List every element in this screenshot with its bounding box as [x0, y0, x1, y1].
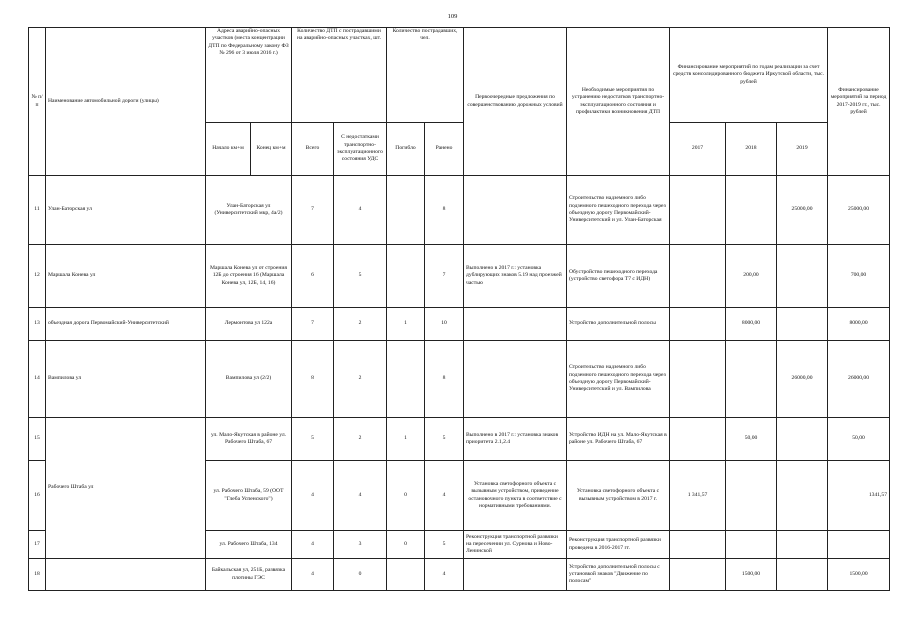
- cell-2017: [670, 559, 726, 591]
- cell-injured: 4: [425, 559, 464, 591]
- cell-measure: Устройство дополнительной полосы с установкой знаков "Движение по полосам": [567, 559, 670, 591]
- cell-2019: [777, 245, 828, 308]
- header-injured: Ранено: [425, 123, 464, 176]
- header-victims-group: Количество пострадавших, чел.: [387, 28, 464, 123]
- cell-sum: 26000,00: [828, 341, 890, 418]
- cell-num: 13: [29, 308, 46, 341]
- cell-address: ул. Мало-Якутская в районе ул. Рабочего Штаба, 67: [206, 418, 292, 461]
- cell-2018: [726, 176, 777, 245]
- cell-measure: Устройство ИДН на ул. Мало-Якутская в районе ул. Рабочего Штаба, 67: [567, 418, 670, 461]
- cell-uds: 4: [334, 176, 387, 245]
- cell-2019: 26000,00: [777, 341, 828, 418]
- cell-total: 8: [292, 341, 334, 418]
- cell-sum: 1341,57: [828, 461, 890, 531]
- cell-killed: [387, 245, 425, 308]
- cell-uds: 5: [334, 245, 387, 308]
- header-financing-group: Финансирование мероприятий по годам реализации за счет средств консолидированного бюджета Иркутской области, тыс. рублей: [670, 28, 828, 123]
- cell-total: 6: [292, 245, 334, 308]
- cell-total: 4: [292, 559, 334, 591]
- cell-injured: 7: [425, 245, 464, 308]
- cell-proposal: [464, 308, 567, 341]
- cell-2018: [726, 341, 777, 418]
- cell-road: Маршала Конева ул: [46, 245, 206, 308]
- dtp-table: [28, 27, 890, 591]
- cell-proposal: Выполнено в 2017 г.: установка дублирующих знаков 5.19 над проезжей частью: [464, 245, 567, 308]
- cell-total: 4: [292, 461, 334, 531]
- cell-num: 14: [29, 341, 46, 418]
- cell-measure: Установка светофорного объекта с вызывным устройством в 2017 г.: [567, 461, 670, 531]
- cell-address: Улан-Баторская ул (Университетский мкр, 4а/2): [206, 176, 292, 245]
- cell-road: [46, 559, 206, 591]
- cell-measure: Обустройство пешеходного перехода (устройство светофора Т7 с ИДН): [567, 245, 670, 308]
- table-row: [29, 245, 890, 308]
- header-year-2017: 2017: [670, 123, 726, 176]
- cell-proposal: Реконструкция транспортной развязки на пересечении ул. Сурнова и Ново-Ленинской: [464, 531, 567, 559]
- cell-road: Рабочего Штаба ул: [46, 418, 206, 559]
- cell-killed: 0: [387, 531, 425, 559]
- cell-injured: 5: [425, 531, 464, 559]
- cell-address: Байкальская ул, 251Б, развязка плотины ГЭС: [206, 559, 292, 591]
- header-num: № п/п: [29, 28, 46, 176]
- header-start: Начало км+м: [206, 123, 251, 176]
- cell-num: 15: [29, 418, 46, 461]
- cell-measure: Строительство надземного либо подземного пешеходного перехода через объездную дорогу Первомайский-Университетский и ул. Улан-Баторская: [567, 176, 670, 245]
- header-end: Конец км+м: [251, 123, 292, 176]
- cell-injured: 8: [425, 176, 464, 245]
- cell-total: 4: [292, 531, 334, 559]
- cell-2018: 200,00: [726, 245, 777, 308]
- cell-sum: 1500,00: [828, 559, 890, 591]
- cell-num: 11: [29, 176, 46, 245]
- table-row: [29, 341, 890, 418]
- cell-total: 7: [292, 176, 334, 245]
- header-address-group: Адреса аварийно-опасных участков (места концентрации ДТП по Федеральному закону ФЗ № 296 от 3 июля 2016 г.): [206, 28, 292, 123]
- cell-road: Вампилова ул: [46, 341, 206, 418]
- header-road: Наименование автомобильной дороги (улицы): [46, 28, 206, 176]
- cell-uds: 2: [334, 308, 387, 341]
- cell-2017: [670, 418, 726, 461]
- cell-2019: [777, 308, 828, 341]
- cell-address: Лермонтова ул 122а: [206, 308, 292, 341]
- cell-2018: 1500,00: [726, 559, 777, 591]
- cell-2019: [777, 461, 828, 531]
- cell-2017: [670, 531, 726, 559]
- cell-2018: 8000,00: [726, 308, 777, 341]
- cell-2017: [670, 176, 726, 245]
- cell-sum: 8000,00: [828, 308, 890, 341]
- cell-proposal: [464, 341, 567, 418]
- cell-2017: [670, 341, 726, 418]
- page-number: 109: [447, 13, 458, 20]
- cell-2019: 25000,00: [777, 176, 828, 245]
- table-row: [29, 176, 890, 245]
- cell-measure: Строительство надземного либо подземного пешеходного перехода через объездную дорогу Первомайский-Университетский и ул. Вампилова: [567, 341, 670, 418]
- cell-2019: [777, 418, 828, 461]
- cell-road: объездная дорога Первомайский-Университетский: [46, 308, 206, 341]
- cell-proposal: Установка светофорного объекта с вызывным устройством, приведение остановочного пункта в соответствие с нормативными требованиями.: [464, 461, 567, 531]
- cell-proposal: [464, 559, 567, 591]
- cell-2018: [726, 461, 777, 531]
- header-total: Всего: [292, 123, 334, 176]
- cell-measure: Реконструкция транспортной развязки проведена в 2016-2017 гг.: [567, 531, 670, 559]
- cell-sum: 700,00: [828, 245, 890, 308]
- cell-2017: [670, 308, 726, 341]
- cell-2019: [777, 531, 828, 559]
- table-row: [29, 559, 890, 591]
- header-total-financing: Финансирование мероприятий за период 2017-2019 гг., тыс. рублей: [828, 28, 890, 176]
- cell-total: 5: [292, 418, 334, 461]
- header-year-2018: 2018: [726, 123, 777, 176]
- cell-road: Улан-Баторская ул: [46, 176, 206, 245]
- header-dtp-group: Количество ДТП с пострадавшими на аварийно-опасных участках, шт.: [292, 28, 387, 123]
- cell-killed: [387, 341, 425, 418]
- cell-killed: 1: [387, 418, 425, 461]
- cell-injured: 4: [425, 461, 464, 531]
- cell-address: ул. Рабочего Штаба, 134: [206, 531, 292, 559]
- cell-killed: 1: [387, 308, 425, 341]
- cell-address: Маршала Конева ул от строения 12Б до строения 16 (Маршала Конева ул, 12Б, 14, 16): [206, 245, 292, 308]
- cell-sum: [828, 531, 890, 559]
- cell-address: ул. Рабочего Штаба, 59 (ООТ "Глеба Успенского"): [206, 461, 292, 531]
- cell-killed: [387, 559, 425, 591]
- cell-num: 17: [29, 531, 46, 559]
- cell-sum: 25000,00: [828, 176, 890, 245]
- table-row: [29, 418, 890, 461]
- header-uds: С недостатками транспортно-эксплуатационного состояния УДС: [334, 123, 387, 176]
- cell-proposal: Выполнено в 2017 г.: установка знаков приоритета 2.1,2.4: [464, 418, 567, 461]
- cell-uds: 0: [334, 559, 387, 591]
- cell-killed: [387, 176, 425, 245]
- table-row: [29, 308, 890, 341]
- cell-killed: 0: [387, 461, 425, 531]
- cell-injured: 8: [425, 341, 464, 418]
- cell-total: 7: [292, 308, 334, 341]
- cell-2019: [777, 559, 828, 591]
- header-proposals: Первоочередные предложения по совершенствованию дорожных условий: [464, 28, 567, 176]
- header-measures: Необходимые мероприятия по устранению недостатков транспортно-эксплуатационного состояния и профилактики возникновения ДТП: [567, 28, 670, 176]
- cell-injured: 10: [425, 308, 464, 341]
- cell-num: 12: [29, 245, 46, 308]
- cell-sum: 50,00: [828, 418, 890, 461]
- cell-2017: [670, 245, 726, 308]
- cell-injured: 5: [425, 418, 464, 461]
- cell-measure: Устройство дополнительной полосы: [567, 308, 670, 341]
- cell-uds: 3: [334, 531, 387, 559]
- cell-uds: 2: [334, 341, 387, 418]
- cell-proposal: [464, 176, 567, 245]
- cell-num: 18: [29, 559, 46, 591]
- cell-uds: 4: [334, 461, 387, 531]
- header-year-2019: 2019: [777, 123, 828, 176]
- cell-2018: 50,00: [726, 418, 777, 461]
- cell-2018: [726, 531, 777, 559]
- cell-uds: 2: [334, 418, 387, 461]
- header-killed: Погибло: [387, 123, 425, 176]
- cell-2017: 1 341,57: [670, 461, 726, 531]
- cell-num: 16: [29, 461, 46, 531]
- cell-address: Вампилова ул (2/2): [206, 341, 292, 418]
- header-row-1: [29, 28, 890, 123]
